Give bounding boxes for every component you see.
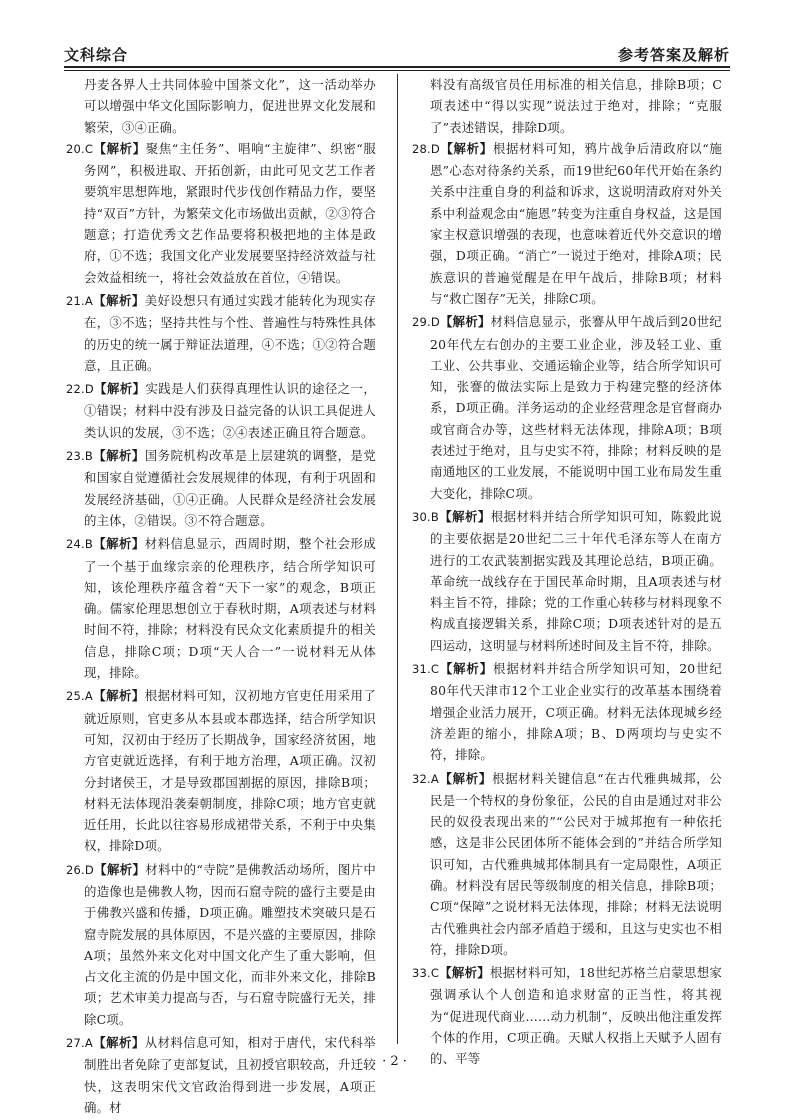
right-column — [412, 74, 722, 1072]
analysis-text: 根据材料关键信息“在古代雅典城邦，公民是一个特权的身份象征，公民的自由是通过对非公民的奴役表现出来的”“公民对于城邦抱有一种依托感，这是非公民团体所不能体会到的”并结合所学知识可知，古代雅典城邦体制具有一定局限性，A项正确。材料没有居民等级制度的相关信息，排除B项；C项“保障”之说材料无法体现，排除；材料无法说明古代雅典社会内部矛盾趋于缓和，且这与史实也不相符，排除D项。 — [430, 770, 722, 957]
answer-number: 20.C — [66, 141, 94, 156]
answer-number: 29.D — [412, 315, 440, 330]
analysis-text: 材料信息显示，西周时期，整个社会形成了一个基于血缘宗亲的伦理秩序，结合所学知识可知，该伦理秩序蕴含着“天下一家”的观念，B项正确。儒家伦理思想创立于春秋时期，A项表述与材料时间不符，排除；材料没有民众文化素质提升的相关信息，排除C项；D项“天人合一”一说材料无从体现，排除。 — [84, 536, 376, 681]
answer-number: 24.B — [66, 537, 93, 552]
analysis-text: 材料中的“寺院”是佛教活动场所，图片中的造像也是佛教人物，因而石窟寺院的盛行主要是由于佛教兴盛和传播，D项正确。雕塑技术突破只是石窟寺院发展的具体原因，不是兴盛的主要原因，排除A项；虽然外来文化对中国文化产生了重大影响，但占文化主流的仍是中国文化，而非外来文化，排除B项；艺术审美力提高与否，与石窟寺院盛行无关，排除C项。 — [84, 861, 376, 1027]
answer-number: 28.D — [412, 141, 440, 156]
analysis-text: 实践是人们获得真理性认识的途径之一，①错误；材料中没有涉及日益完备的认识工具促进人类认识的发展，③不选；②④表述正确且符合题意。 — [84, 381, 376, 440]
answer-item — [66, 378, 376, 443]
answer-item — [412, 506, 722, 656]
answer-number: 32.A — [412, 771, 439, 786]
analysis-tag: 【解析】 — [439, 661, 494, 677]
answer-item — [412, 768, 722, 961]
analysis-tag: 【解析】 — [92, 536, 145, 552]
column-divider — [397, 74, 398, 1044]
continuation-text: 料没有高级官员任用标准的相关信息，排除B项；C项表述中“得以实现”说法过于绝对，排除；“克服了”表述错误，排除D项。 — [430, 77, 722, 135]
analysis-tag: 【解析】 — [438, 770, 493, 786]
analysis-tag: 【解析】 — [92, 688, 145, 704]
answer-number: 23.B — [66, 449, 93, 464]
analysis-text: 从材料信息可知，相对于唐代，宋代科举制胜出者免除了吏部复试，且初授官职较高，升迁较快，这表明宋代文官政治得到进一步发展，A项正确。材 — [84, 1035, 376, 1115]
analysis-text: 根据材料并结合所学知识可知，陈毅此说的主要依据是20世纪二三十年代毛泽东等人在南方进行的工农武装割据实践及其理论总结，B项正确。革命统一战线存在于国民革命时期，且A项表述与材料主旨不符，排除；党的工作重心转移与材料现象不构成直接逻辑关系，排除C项；D项表述针对的是五四运动，这明显与材料所述时间及主旨不符，排除。 — [430, 508, 722, 653]
answer-list — [66, 138, 376, 1118]
answer-list — [412, 138, 722, 1070]
analysis-text: 根据材料并结合所学知识可知，20世纪80年代天津市12个工业企业实行的改革基本围绕着增强企业活力展开，C项正确。材料无法体现城乡经济差距的缩小，排除A项；B、D两项均与史实不符，排除。 — [430, 661, 722, 763]
analysis-tag: 【解析】 — [439, 314, 491, 330]
answer-number: 26.D — [66, 862, 94, 877]
answer-item — [412, 311, 722, 504]
answer-number: 31.C — [412, 662, 440, 677]
answer-item — [66, 859, 376, 1030]
analysis-tag: 【解析】 — [93, 381, 146, 397]
answer-item — [66, 1032, 376, 1118]
answer-number: 22.D — [66, 382, 94, 397]
continuation-text: 丹麦各界人士共同体验中国茶文化”，这一活动举办可以增强中华文化国际影响力，促进世界文化发展和繁荣，③④正确。 — [84, 77, 376, 135]
answer-item — [412, 138, 722, 309]
analysis-tag: 【解析】 — [92, 1035, 145, 1051]
analysis-text: 美好设想只有通过实践才能转化为现实存在，③不选；坚持共性与个性、普遍性与特殊性具体的历史的统一属于辩证法道理，④不选；①②符合题意，且正确。 — [84, 292, 376, 373]
answer-item — [66, 533, 376, 683]
analysis-text: 根据材料可知，汉初地方官吏任用采用了就近原则，官吏多从本县或本郡选择，结合所学知识可知，汉初由于经历了长期战争，国家经济贫困，地方官吏就近选择，有利于地方治理，A项正确。汉初分封诸侯王，才是导致郡国割据的原因，排除B项；材料无法体现沿袭秦朝制度，排除C项；地方官吏就近任用，长此以往容易形成裙带关系，不利于中央集权，排除D项。 — [84, 688, 376, 854]
analysis-text: 材料信息显示，张謇从甲午战后到20世纪20年代左右创办的主要工业企业，涉及轻工业、重工业、公共事业、交通运输企业等，结合所学知识可知，张謇的做法实际上是致力于构建完整的经济体系，D项正确。洋务运动的企业经营理念是官督商办或官商合办等，这些材料无法体现，排除A项；B项表述过于绝对，且与史实不符，排除；材料反映的是南通地区的工业发展，不能说明中国工业布局发生重大变化，排除C项。 — [430, 314, 722, 501]
header-rule-thin — [64, 70, 730, 71]
answer-item — [412, 658, 722, 765]
analysis-text: 国务院机构改革是上层建筑的调整，是党和国家自觉遵循社会发展规律的体现，有利于巩固和发展经济基础，①④正确。人民群众是经济社会发展的主体，②错误。③不符合题意。 — [84, 448, 376, 528]
page-header — [64, 44, 730, 66]
answer-item — [66, 290, 376, 376]
analysis-text: 根据材料可知，18世纪苏格兰启蒙思想家强调承认个人创造和追求财富的正当性，将其视为“促进现代商业……动力机制”，反映出他注重发挥个体的作用，C项正确。天赋人权指上天赋予人固有的、平等 — [430, 965, 722, 1067]
answer-number: 27.A — [66, 1036, 93, 1051]
answer-item — [66, 445, 376, 531]
doc-title: 参考答案及解析 — [617, 46, 730, 64]
analysis-text: 根据材料可知，鸦片战争后清政府以“施恩”心态对待条约关系，而19世纪60年代开始在条约关系中注重自身的利益和诉求，这说明清政府对外关系中利益观念由“施恩”转变为注重自身权益，这是国家主权意识增强的表现，也意味着近代外交意识的增强，D项正确。“消亡”一说过于绝对，排除A项；民族意识的普遍觉醒是在甲午战后，排除B项；材料与“救亡图存”无关，排除C项。 — [430, 140, 722, 306]
analysis-tag: 【解析】 — [438, 508, 491, 524]
analysis-tag: 【解析】 — [93, 140, 146, 156]
left-column — [66, 74, 376, 1120]
analysis-text: 聚焦“主任务”、唱响“主旋律”、织密“服务网”，积极进取、开拓创新，由此可见文艺工作者要筑牢思想阵地，紧跟时代步伐创作精品力作，要坚持“双百”方针，为繁荣文化市场做出贡献，②③符合题意；打造优秀文艺作品要将积极把地的主体是政府，①不选；我国文化产业发展要坚持经济效益与社会效益相统一，将社会效益放在首位，④错误。 — [84, 140, 376, 285]
subject-title: 文科综合 — [64, 46, 129, 64]
analysis-tag: 【解析】 — [92, 292, 145, 308]
analysis-tag: 【解析】 — [439, 140, 493, 156]
answer-number: 30.B — [412, 509, 439, 524]
answer-item — [66, 138, 376, 288]
analysis-tag: 【解析】 — [439, 965, 491, 981]
answer-item — [66, 685, 376, 856]
analysis-tag: 【解析】 — [93, 861, 146, 877]
analysis-tag: 【解析】 — [92, 448, 145, 464]
answer-number: 33.C — [412, 966, 440, 981]
answer-number: 21.A — [66, 293, 93, 308]
header-rule-thick — [64, 66, 730, 68]
answer-number: 25.A — [66, 689, 93, 704]
page-number: · 2 · — [382, 1054, 407, 1069]
